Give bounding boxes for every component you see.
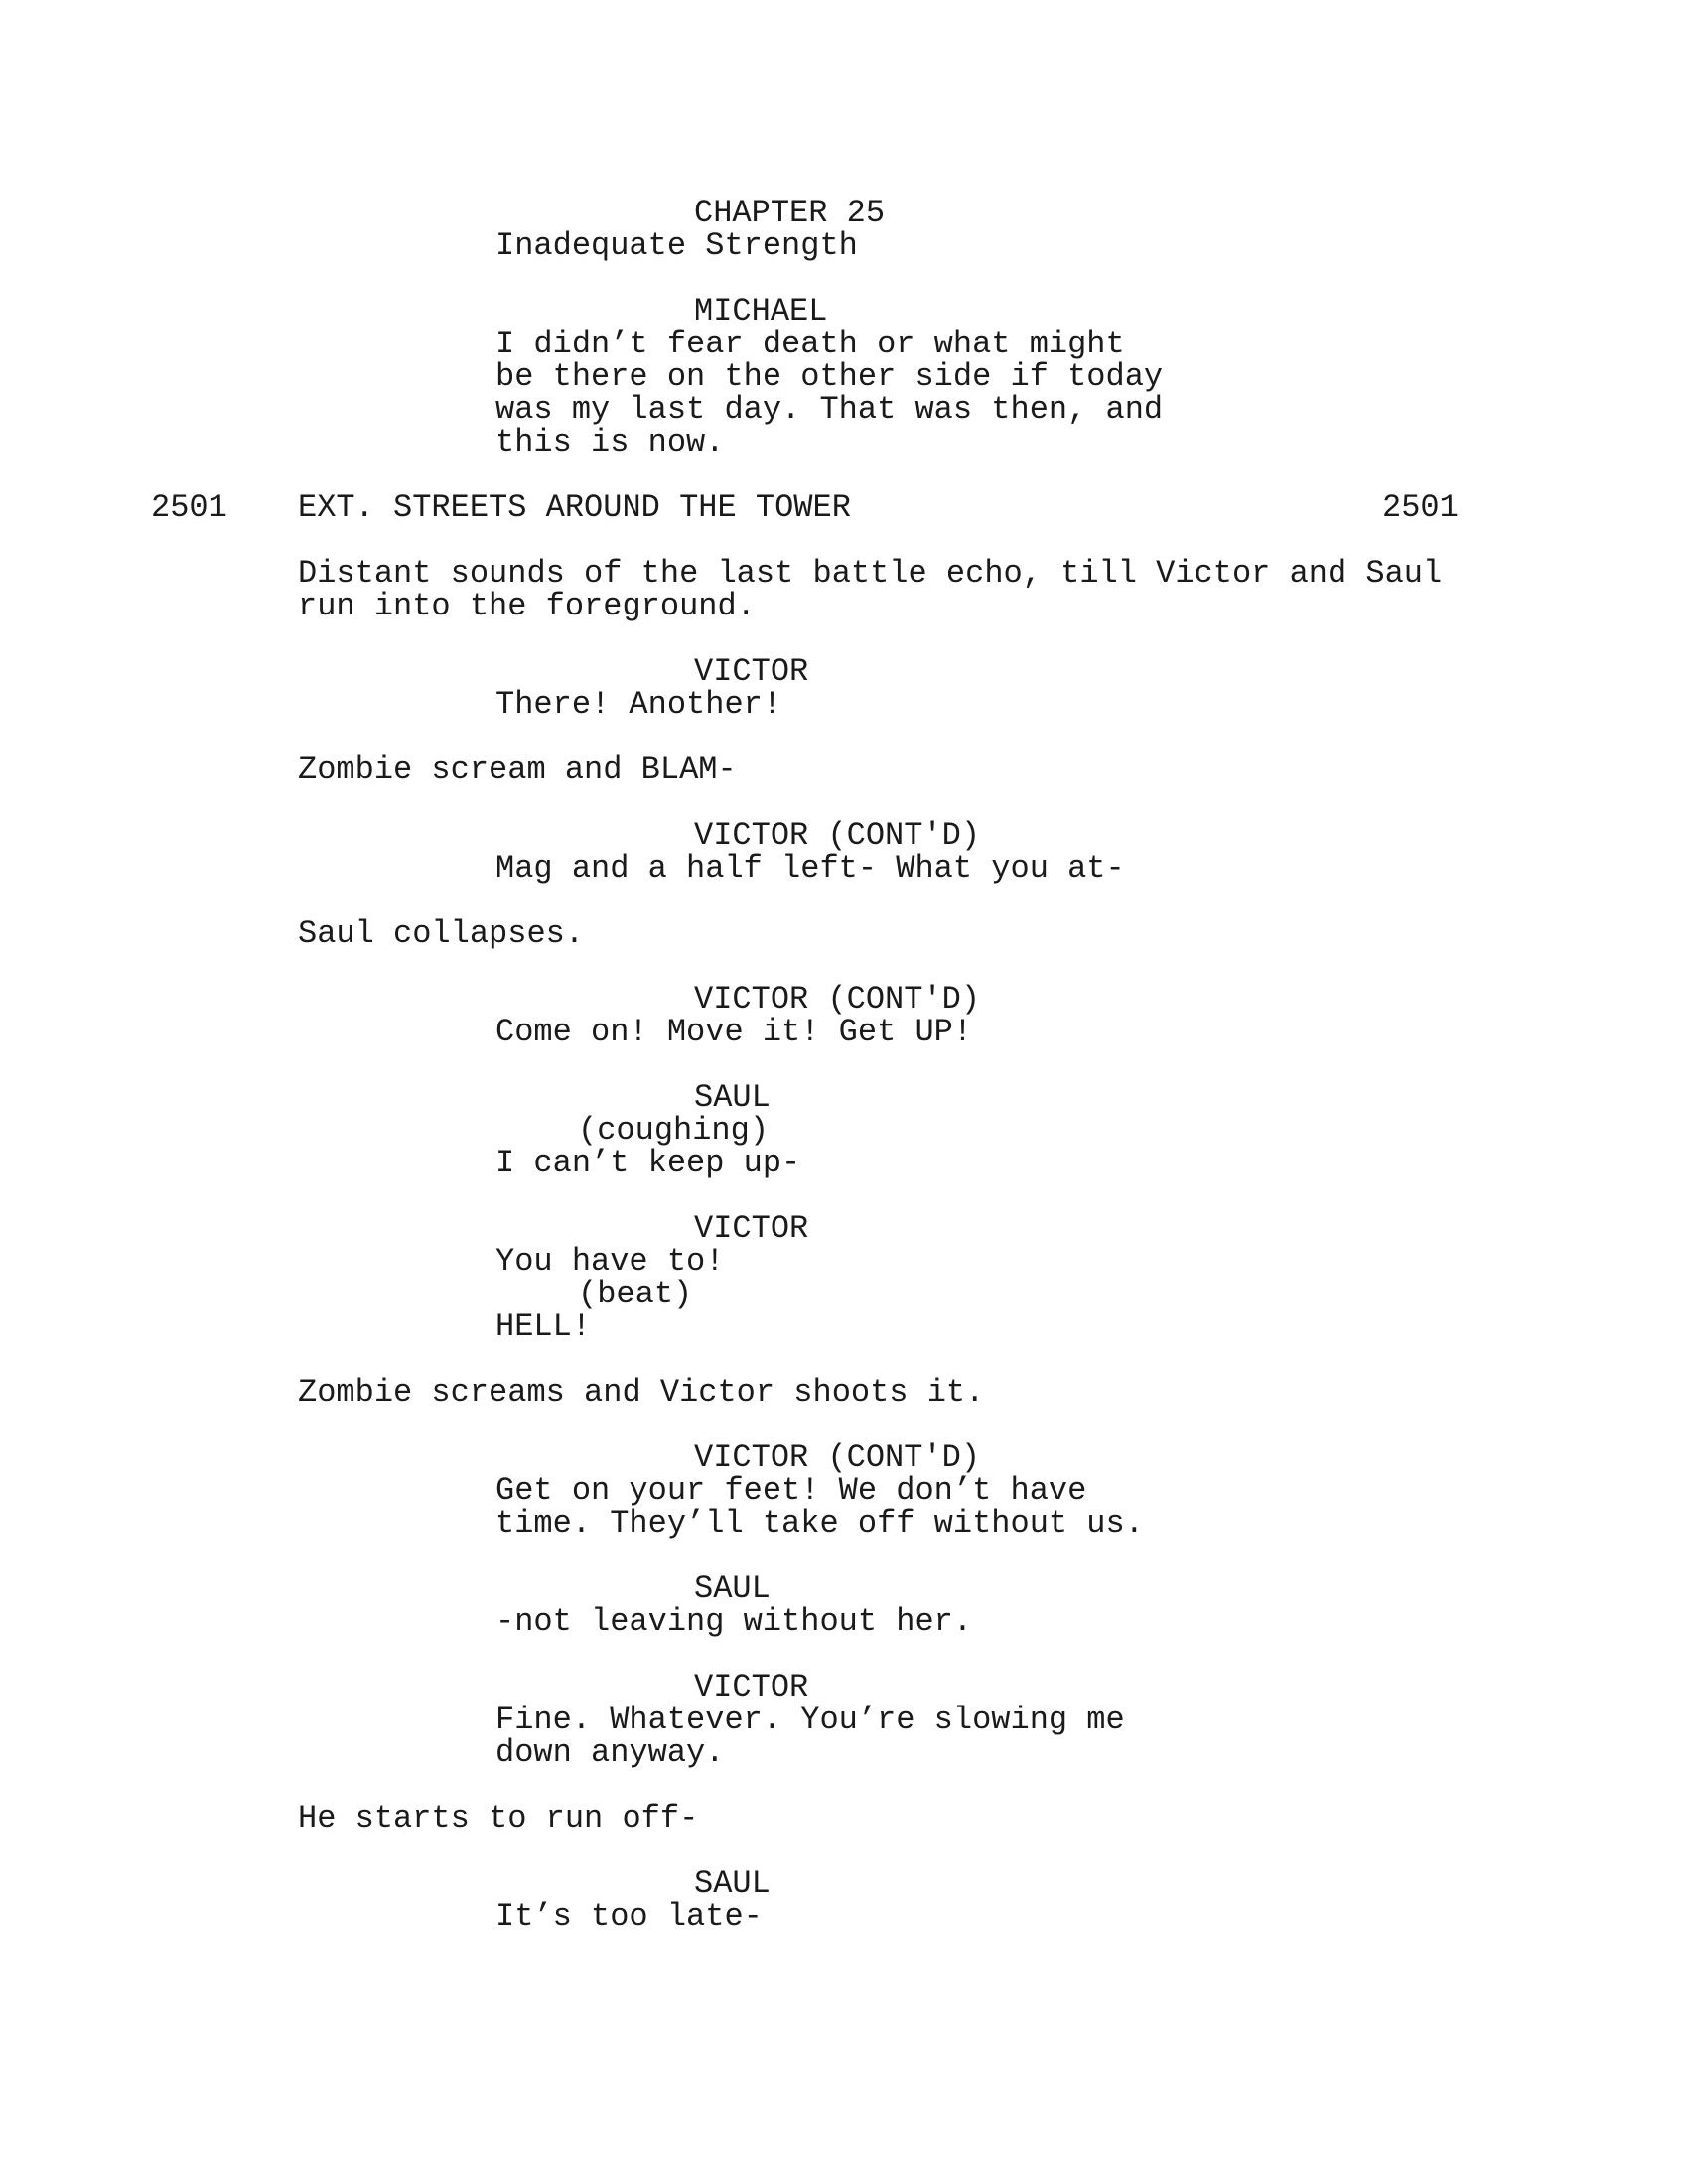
character-cue: VICTOR	[694, 1210, 809, 1247]
dialogue-line: be there on the other side if today	[495, 358, 1164, 395]
dialogue-line: down anyway.	[495, 1734, 725, 1771]
action-line: run into the foreground.	[298, 588, 756, 624]
action-line: Saul collapses.	[298, 915, 585, 952]
chapter-heading: CHAPTER 25	[694, 195, 886, 231]
action-line: Zombie screams and Victor shoots it.	[298, 1374, 985, 1411]
dialogue-line: Fine. Whatever. You’re slowing me	[495, 1702, 1125, 1738]
character-cue: SAUL	[694, 1570, 771, 1607]
character-cue: VICTOR (CONT'D)	[694, 1439, 981, 1476]
dialogue-line: There! Another!	[495, 686, 782, 723]
dialogue-line: -not leaving without her.	[495, 1603, 973, 1640]
character-cue: VICTOR	[694, 1669, 809, 1706]
dialogue-line: Mag and a half left- What you at-	[495, 850, 1125, 887]
dialogue-line: I didn’t fear death or what might	[495, 326, 1125, 362]
scene-number-left: 2501	[151, 489, 227, 526]
action-line: He starts to run off-	[298, 1800, 699, 1837]
dialogue-line: You have to!	[495, 1243, 725, 1280]
character-cue: VICTOR (CONT'D)	[694, 981, 981, 1018]
dialogue-line: time. They’ll take off without us.	[495, 1505, 1144, 1542]
parenthetical: (coughing)	[578, 1112, 770, 1149]
dialogue-line: this is now.	[495, 424, 725, 461]
dialogue-line: was my last day. That was then, and	[495, 391, 1164, 428]
action-line: Zombie scream and BLAM-	[298, 751, 737, 788]
dialogue-line: Get on your feet! We don’t have	[495, 1472, 1087, 1509]
scene-number-right: 2501	[1382, 489, 1459, 526]
scene-heading: EXT. STREETS AROUND THE TOWER	[298, 489, 851, 526]
parenthetical: (beat)	[578, 1276, 693, 1312]
action-line: Distant sounds of the last battle echo, till Victor and Saul	[298, 555, 1443, 592]
dialogue-line: Come on! Move it! Get UP!	[495, 1014, 973, 1050]
character-cue: VICTOR	[694, 653, 809, 690]
character-cue: VICTOR (CONT'D)	[694, 817, 981, 854]
character-cue: SAUL	[694, 1079, 771, 1116]
dialogue-line: I can’t keep up-	[495, 1145, 801, 1181]
character-cue: SAUL	[694, 1865, 771, 1902]
dialogue-line: It’s too late-	[495, 1898, 763, 1935]
character-cue: MICHAEL	[694, 293, 828, 330]
dialogue-line: HELL!	[495, 1308, 592, 1345]
chapter-title: Inadequate Strength	[495, 227, 858, 264]
